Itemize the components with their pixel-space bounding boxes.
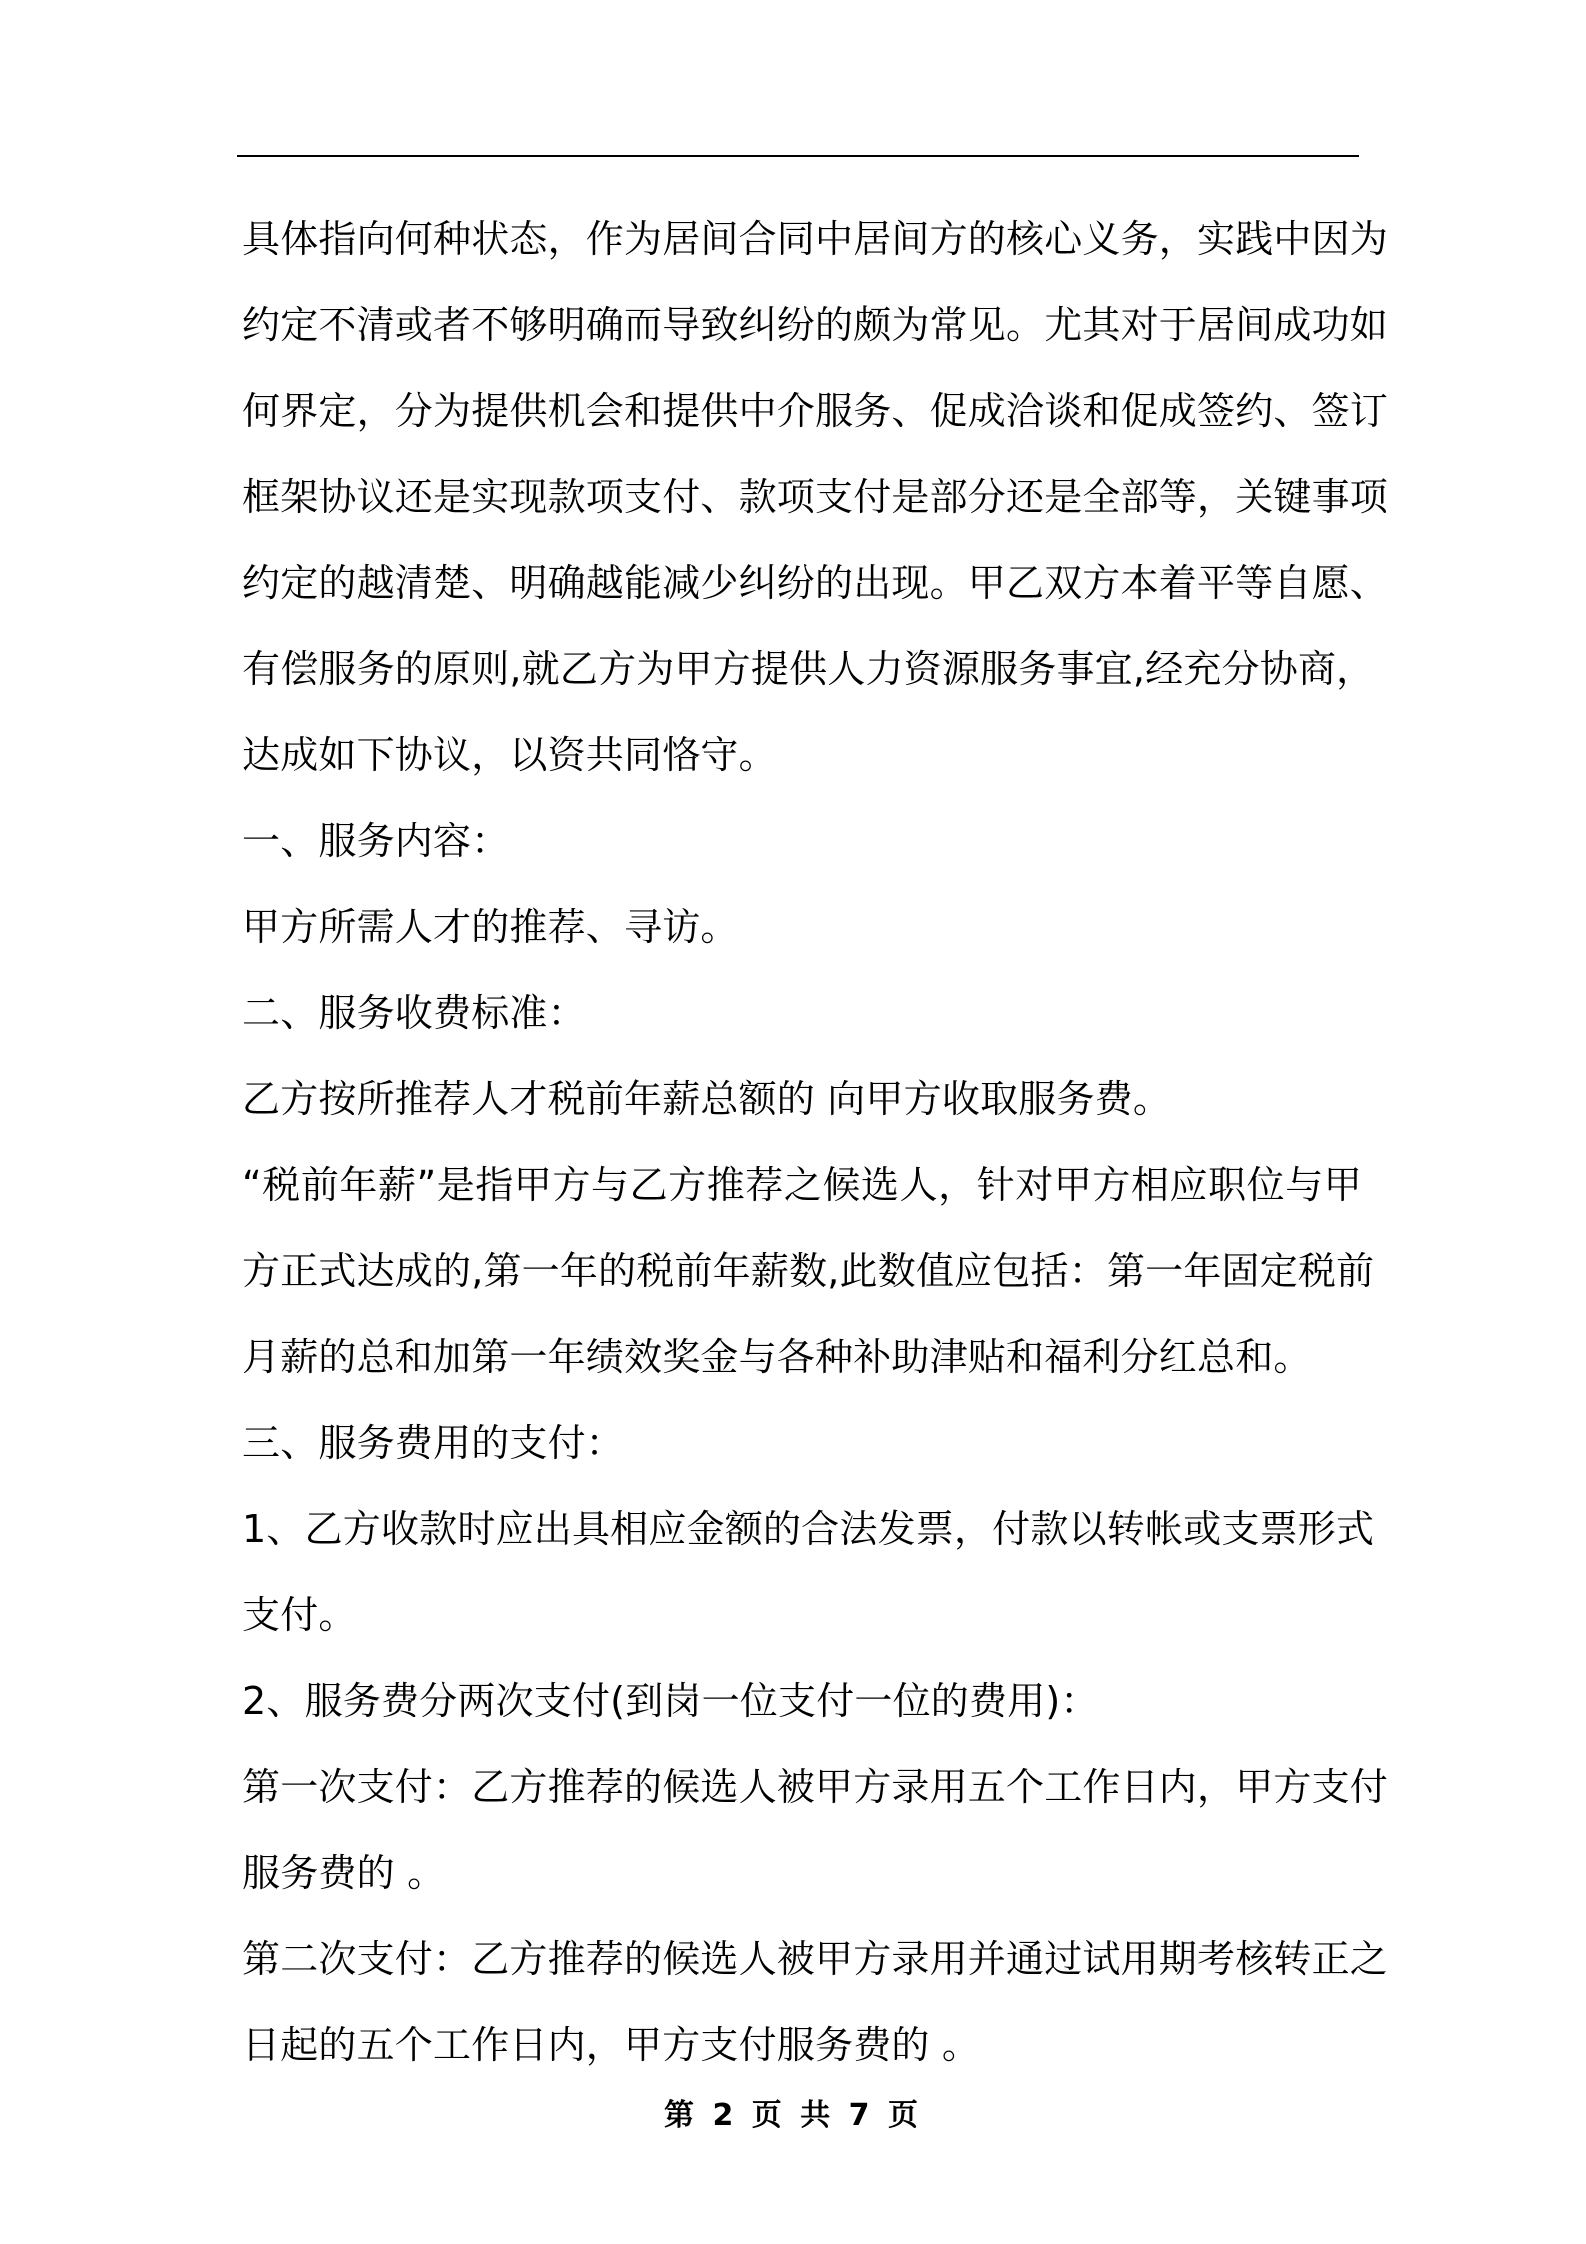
body-line: 支付。 — [242, 1593, 357, 1637]
document-body — [242, 196, 1389, 2088]
body-line: 乙方按所推荐人才税前年薪总额的 向甲方收取服务费。 — [242, 1077, 1172, 1121]
body-line: 方正式达成的,第一年的税前年薪数,此数值应包括：第一年固定税前 — [242, 1249, 1375, 1293]
body-line: 甲方所需人才的推荐、寻访。 — [242, 905, 739, 949]
section-heading: 一、服务内容： — [242, 819, 510, 863]
header-divider — [237, 155, 1359, 157]
page-number: 第 2 页 共 7 页 — [664, 2098, 922, 2133]
body-line: 具体指向何种状态，作为居间合同中居间方的核心义务，实践中因为 — [242, 217, 1389, 261]
body-line: 何界定，分为提供机会和提供中介服务、促成洽谈和促成签约、签订 — [242, 389, 1389, 433]
body-line: 达成如下协议，以资共同恪守。 — [242, 733, 777, 777]
body-line: 服务费的 。 — [242, 1851, 446, 1895]
section-heading: 二、服务收费标准： — [242, 991, 586, 1035]
body-line: “税前年薪”是指甲方与乙方推荐之候选人，针对甲方相应职位与甲 — [242, 1163, 1362, 1207]
section-heading: 三、服务费用的支付： — [242, 1421, 625, 1465]
body-line: 1、乙方收款时应出具相应金额的合法发票，付款以转帐或支票形式 — [242, 1507, 1375, 1551]
body-line: 第二次支付：乙方推荐的候选人被甲方录用并通过试用期考核转正之 — [242, 1937, 1389, 1981]
body-line: 约定不清或者不够明确而导致纠纷的颇为常见。尤其对于居间成功如 — [242, 303, 1389, 347]
body-line: 日起的五个工作日内，甲方支付服务费的 。 — [242, 2023, 981, 2067]
body-line: 第一次支付：乙方推荐的候选人被甲方录用五个工作日内，甲方支付 — [242, 1765, 1389, 1809]
body-line: 框架协议还是实现款项支付、款项支付是部分还是全部等，关键事项 — [242, 475, 1389, 519]
body-line: 有偿服务的原则,就乙方为甲方提供人力资源服务事宜,经充分协商， — [242, 647, 1375, 691]
body-line: 月薪的总和加第一年绩效奖金与各种补助津贴和福利分红总和。 — [242, 1335, 1312, 1379]
body-line: 2、服务费分两次支付(到岗一位支付一位的费用)： — [242, 1679, 1099, 1723]
body-line: 约定的越清楚、明确越能减少纠纷的出现。甲乙双方本着平等自愿、 — [242, 561, 1389, 605]
